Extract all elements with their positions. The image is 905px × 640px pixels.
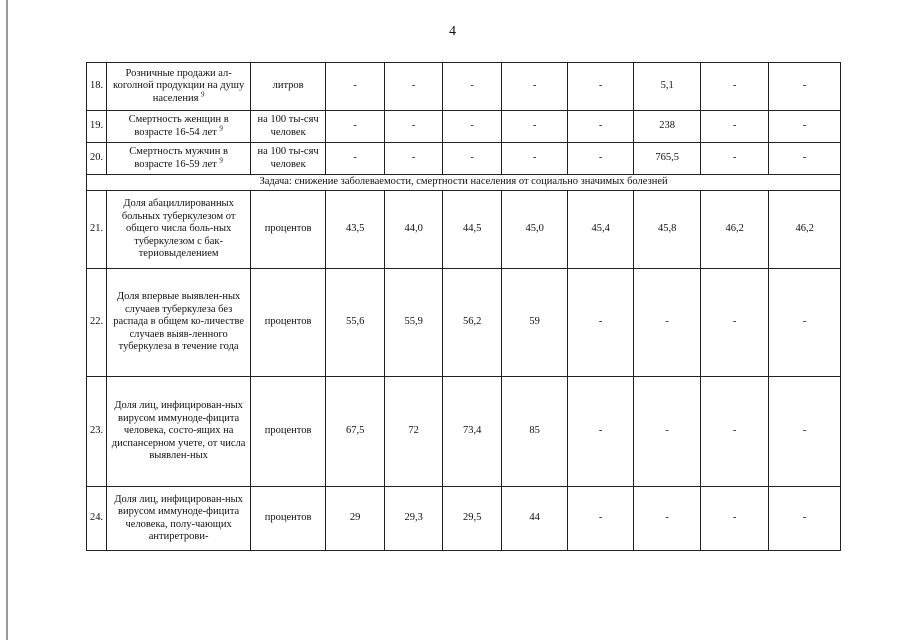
value-cell: 55,9 — [385, 269, 443, 377]
value-cell: 5,1 — [634, 63, 701, 111]
value-cell: 45,4 — [568, 191, 634, 269]
value-cell: 29,3 — [385, 487, 443, 551]
row-number: 21. — [87, 191, 107, 269]
value-cell: - — [502, 143, 568, 175]
value-cell: 72 — [385, 377, 443, 487]
value-cell: 46,2 — [701, 191, 769, 269]
value-cell: 29 — [326, 487, 385, 551]
value-cell: 45,0 — [502, 191, 568, 269]
value-cell: 45,8 — [634, 191, 701, 269]
task-row — [87, 175, 841, 191]
value-cell: - — [568, 269, 634, 377]
indicator-name-text: Доля лиц, инфицирован-ных вирусом иммуноде-фицита человека, полу-чающих антиретрови- — [114, 493, 243, 542]
row-number: 18. — [87, 63, 107, 111]
table-row — [87, 191, 841, 269]
value-cell: - — [769, 111, 841, 143]
table-row — [87, 487, 841, 551]
indicator-name — [107, 63, 251, 111]
value-cell: - — [634, 487, 701, 551]
indicator-name-text: Розничные продажи ал-коголной продукции на душу населения — [113, 67, 245, 104]
value-cell: - — [385, 63, 443, 111]
unit-cell: процентов — [251, 377, 326, 487]
value-cell: - — [701, 63, 769, 111]
value-cell: - — [701, 269, 769, 377]
value-cell: 43,5 — [326, 191, 385, 269]
value-cell: - — [769, 377, 841, 487]
value-cell: - — [769, 487, 841, 551]
value-cell: 59 — [502, 269, 568, 377]
value-cell: - — [568, 111, 634, 143]
value-cell: 29,5 — [443, 487, 502, 551]
row-number: 20. — [87, 143, 107, 175]
footnote-ref: 9 — [219, 156, 223, 164]
value-cell: 46,2 — [769, 191, 841, 269]
value-cell: 73,4 — [443, 377, 502, 487]
indicator-name — [107, 377, 251, 487]
row-number: 19. — [87, 111, 107, 143]
value-cell: - — [326, 143, 385, 175]
scan-left-edge — [6, 0, 8, 640]
footnote-ref: 9 — [219, 124, 223, 132]
value-cell: 44 — [502, 487, 568, 551]
value-cell: 56,2 — [443, 269, 502, 377]
unit-cell: процентов — [251, 191, 326, 269]
value-cell: - — [385, 111, 443, 143]
indicator-name — [107, 487, 251, 551]
indicator-name-text: Доля лиц, инфицирован-ных вирусом иммуноде-фицита человека, состо-ящих на диспансерном учете, от числа выявлен-ных — [111, 400, 246, 462]
indicator-name — [107, 191, 251, 269]
value-cell: 44,0 — [385, 191, 443, 269]
value-cell: 85 — [502, 377, 568, 487]
table-row — [87, 269, 841, 377]
value-cell: - — [769, 63, 841, 111]
value-cell: 765,5 — [634, 143, 701, 175]
value-cell: - — [326, 111, 385, 143]
row-number: 23. — [87, 377, 107, 487]
footnote-ref: 9 — [201, 90, 205, 99]
indicator-name-text: Смертность женщин в возрасте 16-54 лет — [128, 114, 229, 138]
value-cell: - — [701, 111, 769, 143]
indicator-name — [107, 269, 251, 377]
value-cell: 238 — [634, 111, 701, 143]
value-cell: - — [326, 63, 385, 111]
value-cell: 55,6 — [326, 269, 385, 377]
indicators-table — [86, 62, 841, 551]
value-cell: 44,5 — [443, 191, 502, 269]
indicator-name — [107, 111, 251, 143]
unit-cell: процентов — [251, 487, 326, 551]
unit-cell: на 100 ты-сяч человек — [251, 143, 326, 175]
value-cell: - — [443, 143, 502, 175]
value-cell: - — [443, 63, 502, 111]
row-number: 24. — [87, 487, 107, 551]
value-cell: - — [385, 143, 443, 175]
value-cell: - — [701, 143, 769, 175]
table-row — [87, 377, 841, 487]
value-cell: - — [634, 269, 701, 377]
indicator-name — [107, 143, 251, 175]
value-cell: - — [568, 143, 634, 175]
unit-cell: литров — [251, 63, 326, 111]
value-cell: - — [701, 487, 769, 551]
indicator-name-text: Доля впервые выявлен-ных случаев туберкулеза без распада в общем ко-личестве случаев выяв-ленного туберкулеза в течение года — [113, 291, 245, 353]
value-cell: - — [568, 487, 634, 551]
value-cell: - — [769, 269, 841, 377]
indicator-name-text: Доля абациллированных больных туберкулезом от общего числа боль-ных туберкулезом с бак-териовыделением — [121, 198, 236, 260]
unit-cell: на 100 ты-сяч человек — [251, 111, 326, 143]
indicator-name-text: Смертность мужчин в возрасте 16-59 лет — [129, 146, 228, 170]
table-row — [87, 143, 841, 175]
value-cell: 67,5 — [326, 377, 385, 487]
value-cell: - — [568, 377, 634, 487]
value-cell: - — [634, 377, 701, 487]
table-row — [87, 111, 841, 143]
value-cell: - — [502, 111, 568, 143]
row-number: 22. — [87, 269, 107, 377]
value-cell: - — [701, 377, 769, 487]
value-cell: - — [769, 143, 841, 175]
task-heading: Задача: снижение заболеваемости, смертности населения от социально значимых болезней — [87, 175, 841, 191]
unit-cell: процентов — [251, 269, 326, 377]
value-cell: - — [443, 111, 502, 143]
table-row — [87, 63, 841, 111]
value-cell: - — [502, 63, 568, 111]
value-cell: - — [568, 63, 634, 111]
page-number: 4 — [449, 24, 456, 39]
